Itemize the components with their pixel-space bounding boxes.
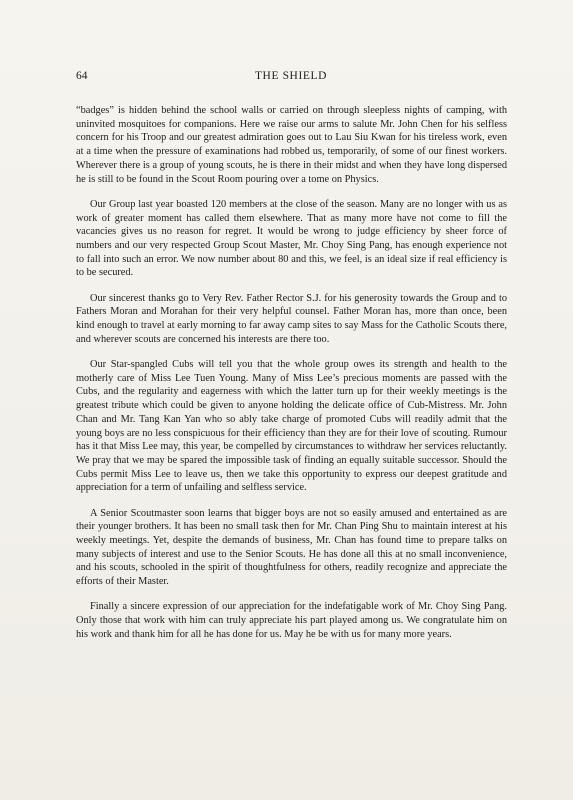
paragraph-continued: “badges” is hidden behind the school walls or carried on through sleepless nights of camping, with uninvited mosquitoes for companions. Here we raise our arms to salute Mr. John Chen for his selfless concern for his Troop and our greatest admiration goes out to Lau Siu Kwan for his tireless work, even at a time when the pressure of examinations had robbed us, temporarily, of some of our finest workers. Wherever there is a group of young scouts, he is there in their midst and when they have long dispersed he is still to be found in the Scout Room pouring over a tome on Physics.: [76, 105, 507, 185]
page-number: 64: [76, 70, 88, 82]
paragraph-closing: Finally a sincere expression of our appreciation for the indefatigable work of Mr. Choy Sing Pang. Only those that work with him can truly appreciate his part played among us. We congratulate him on his work and thank him for all he has done for us. May he be with us for many more years.: [76, 601, 507, 640]
running-title: THE SHIELD: [254, 70, 328, 82]
paragraph-thanks-rector: Our sincerest thanks go to Very Rev. Father Rector S.J. for his generosity towards the Group and to Fathers Moran and Morahan for their very helpful counsel. Father Moran has, more than once, been kind enough to travel at early morning to far away camp sites to say Mass for the Catholic Scouts there, and wherever scouts are concerned his interests are there too.: [76, 292, 507, 345]
page-header: [76, 70, 506, 86]
paragraph-group-membership: Our Group last year boasted 120 members at the close of the season. Many are no longer with us as work of greater moment has called them elsewhere. That as many more have not come to fill the vacancies gives us no reason for regret. It would be wrong to judge efficiency by sheer force of numbers and our very respected Group Scout Master, Mr. Choy Sing Pang, has enough experience not to fall into such an error. We now number about 80 and this, we feel, is an ideal size if real efficiency is to be secured.: [76, 198, 507, 279]
paragraph-senior-scouts: A Senior Scoutmaster soon learns that bigger boys are not so easily amused and entertained as are their younger brothers. It has been no small task then for Mr. Chan Ping Shu to maintain interest at his weekly meetings. Yet, despite the demands of business, Mr. Chan has found time to prepare talks on many subjects of interest and use to the Senior Scouts. He has done all this at no small inconvenience, and his scouts, schooled in the spirit of thoughtfulness for others, readily recognize and appreciate the efforts of their Master.: [76, 507, 507, 588]
article-body: [76, 104, 507, 653]
paragraph-cubs: Our Star-spangled Cubs will tell you that the whole group owes its strength and health to the motherly care of Miss Lee Tuen Young. Many of Miss Lee’s precious moments are passed with the Cubs, and the regularity and eagerness with which the latter turn up for their weekly meetings is the greatest tribute which could be given to anyone holding the delicate office of Cub-Mistress. Mr. John Chan and Mr. Tang Kan Yan who so ably take charge of promoted Cubs will readily admit that the young boys are no less conspicuous for their efficiency than they are for their love of scouting. Rumour has it that Miss Lee may, this year, be compelled by circumstances to withdraw her services reluctantly. We pray that we may be spared the impossible task of finding an equally suitable successor. Should the Cubs permit Miss Lee to leave us, then we take this opportunity to express our deepest gratitude and appreciation for a term of unfailing and selfless service.: [76, 359, 507, 494]
